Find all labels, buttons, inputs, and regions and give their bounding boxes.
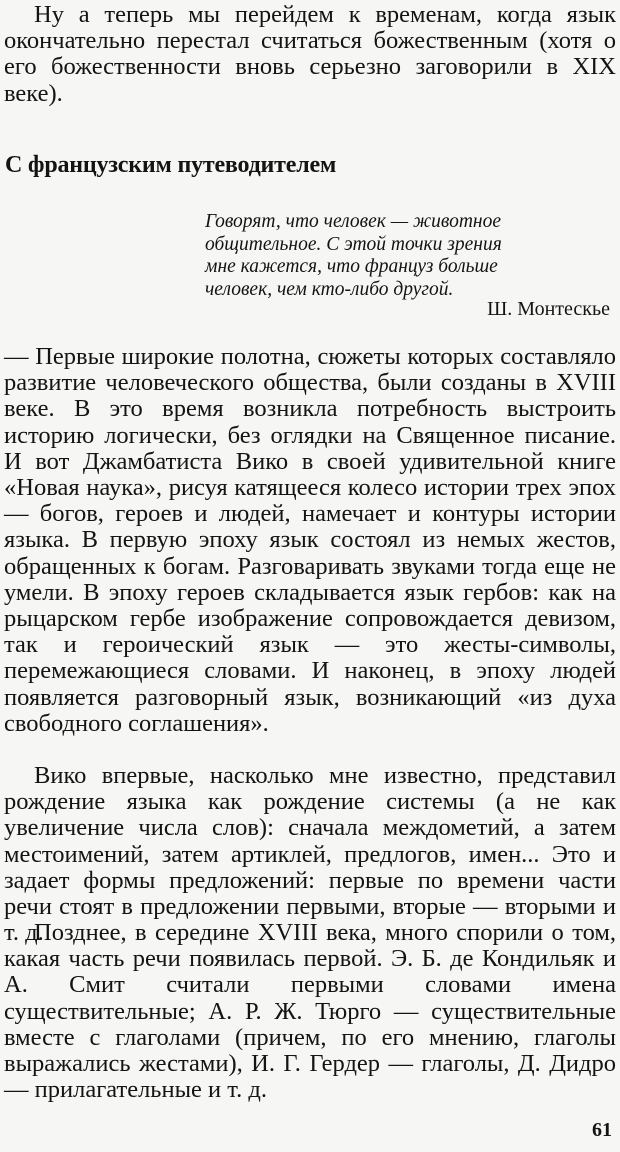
page-number: 61: [592, 1119, 612, 1141]
epigraph-author: Ш. Монтескье: [487, 298, 610, 320]
body-paragraph-3-text: Позднее, в середине XVIII века, много спорили о том, какая часть речи появилась первой. Э. Б. де Кондильяк и А. Смит считали первыми словами имена существительные; А. Р. Ж. Тюрго — существительные вместе с глаголами (причем, по его мнению, глаголы выражались жестами), И. Г. Гердер — глаголы, Д. Дидро — прилагательные и т. д.: [4, 919, 616, 1104]
body-paragraph-1: — Первые широкие полотна, сюжеты которых составляло развитие человеческого общества, были созданы в XVIII веке. В это время возникла потребность выстроить историю логически, без оглядки на Священное писание. И вот Джамбатиста Вико в своей удивительной книге «Новая наука», рисуя катящееся колесо истории трех эпох — богов, героев и людей, намечает и контуры истории языка. В первую эпоху язык состоял из немых жестов, обращенных к богам. Разговаривать звуками тогда еще не умели. В эпоху героев складывается язык гербов: как на рыцарском гербе изображение сопровождается девизом, так и героический язык — это жесты-символы, перемежающиеся словами. И наконец, в эпоху людей появляется разговорный язык, возникающий «из духа свободного соглашения».: [4, 343, 616, 737]
section-title: С французским путеводителем: [5, 152, 337, 178]
epigraph-quote: Говорят, что человек — животное общительное. С этой точки зрения мне кажется, что француз больше человек, чем кто-либо другой.: [205, 211, 502, 300]
intro-paragraph: [4, 2, 616, 107]
body-paragraph-3: [4, 920, 616, 1103]
intro-text: Ну а теперь мы перейдем к временам, когда язык окончательно перестал считаться божественным (хотя о его божественности вновь серьезно заговорили в XIX веке).: [4, 1, 616, 107]
body-paragraph-2-text: Вико впервые, насколько мне известно, представил рождение языка как рождение системы (а не как увеличение числа слов): сначала междометий, а затем местоимений, затем артиклей, предлогов, имен... Это и задает формы предложений: первые по времени части речи стоят в предложении первыми, вторые — вторыми и т. д.: [4, 762, 616, 947]
